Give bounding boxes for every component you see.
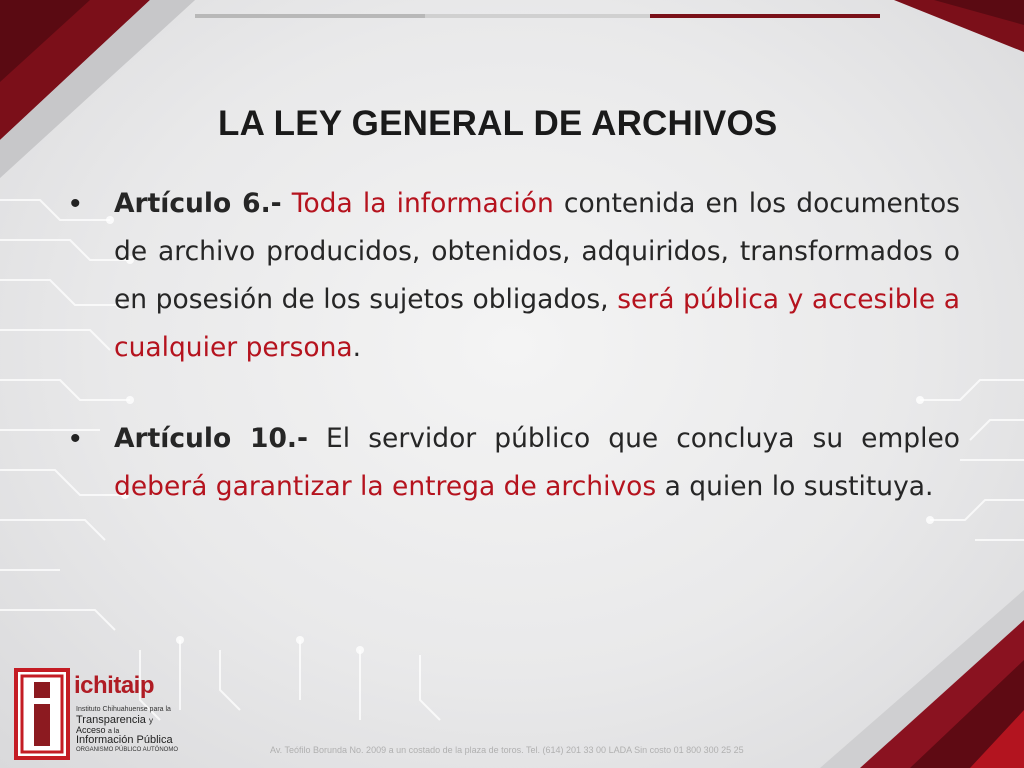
logo-brand-name: ichitaip bbox=[74, 672, 155, 699]
highlight-text: Toda la información bbox=[281, 188, 554, 219]
bullet-text bbox=[114, 180, 960, 372]
logo-line-2: Transparencia y bbox=[76, 714, 153, 726]
bullet-list bbox=[70, 180, 960, 554]
top-bar-light bbox=[425, 14, 650, 18]
bullet-articulo-6 bbox=[70, 180, 960, 372]
logo-line-3: Acceso a la bbox=[76, 725, 120, 735]
logo-line-1: Instituto Chihuahuense para la bbox=[76, 706, 171, 713]
bullet-dot-icon: • bbox=[70, 187, 81, 220]
body-text: El servidor público que concluya su empleo bbox=[308, 423, 960, 454]
ichitaip-logo bbox=[14, 668, 214, 763]
ichitaip-i-icon bbox=[14, 668, 70, 760]
bullet-text bbox=[114, 415, 960, 511]
slide-title: LA LEY GENERAL DE ARCHIVOS bbox=[218, 104, 778, 143]
article-label: Artículo 6.- bbox=[114, 188, 282, 219]
logo-line-5: ORGANISMO PÚBLICO AUTÓNOMO bbox=[76, 747, 179, 753]
top-bar-gray bbox=[195, 14, 425, 18]
footer-address: Av. Teófilo Borunda No. 2009 a un costado de la plaza de toros. Tel. (614) 201 33 00 LADA Sin costo 01 800 300 25 25 bbox=[270, 745, 744, 755]
article-label: Artículo 10.- bbox=[114, 423, 308, 454]
bullet-dot-icon: • bbox=[70, 422, 81, 455]
body-text: contenida en los documentos de archivo producidos, obtenidos, adquiridos, transformados o en posesión de los sujetos obligados, bbox=[114, 188, 960, 315]
body-text: . bbox=[352, 332, 362, 363]
top-left-corner-decoration bbox=[0, 0, 200, 180]
bullet-articulo-10 bbox=[70, 415, 960, 511]
bottom-right-corner-decoration bbox=[820, 590, 1024, 768]
top-bar-red bbox=[650, 14, 880, 18]
highlight-text: deberá garantizar la entrega de archivos bbox=[114, 471, 657, 502]
highlight-text: será pública y accesible a cualquier persona bbox=[114, 284, 961, 363]
logo-line-4: Información Pública bbox=[76, 734, 173, 746]
top-right-corner-decoration bbox=[894, 0, 1024, 55]
body-text: a quien lo sustituya. bbox=[656, 471, 934, 502]
